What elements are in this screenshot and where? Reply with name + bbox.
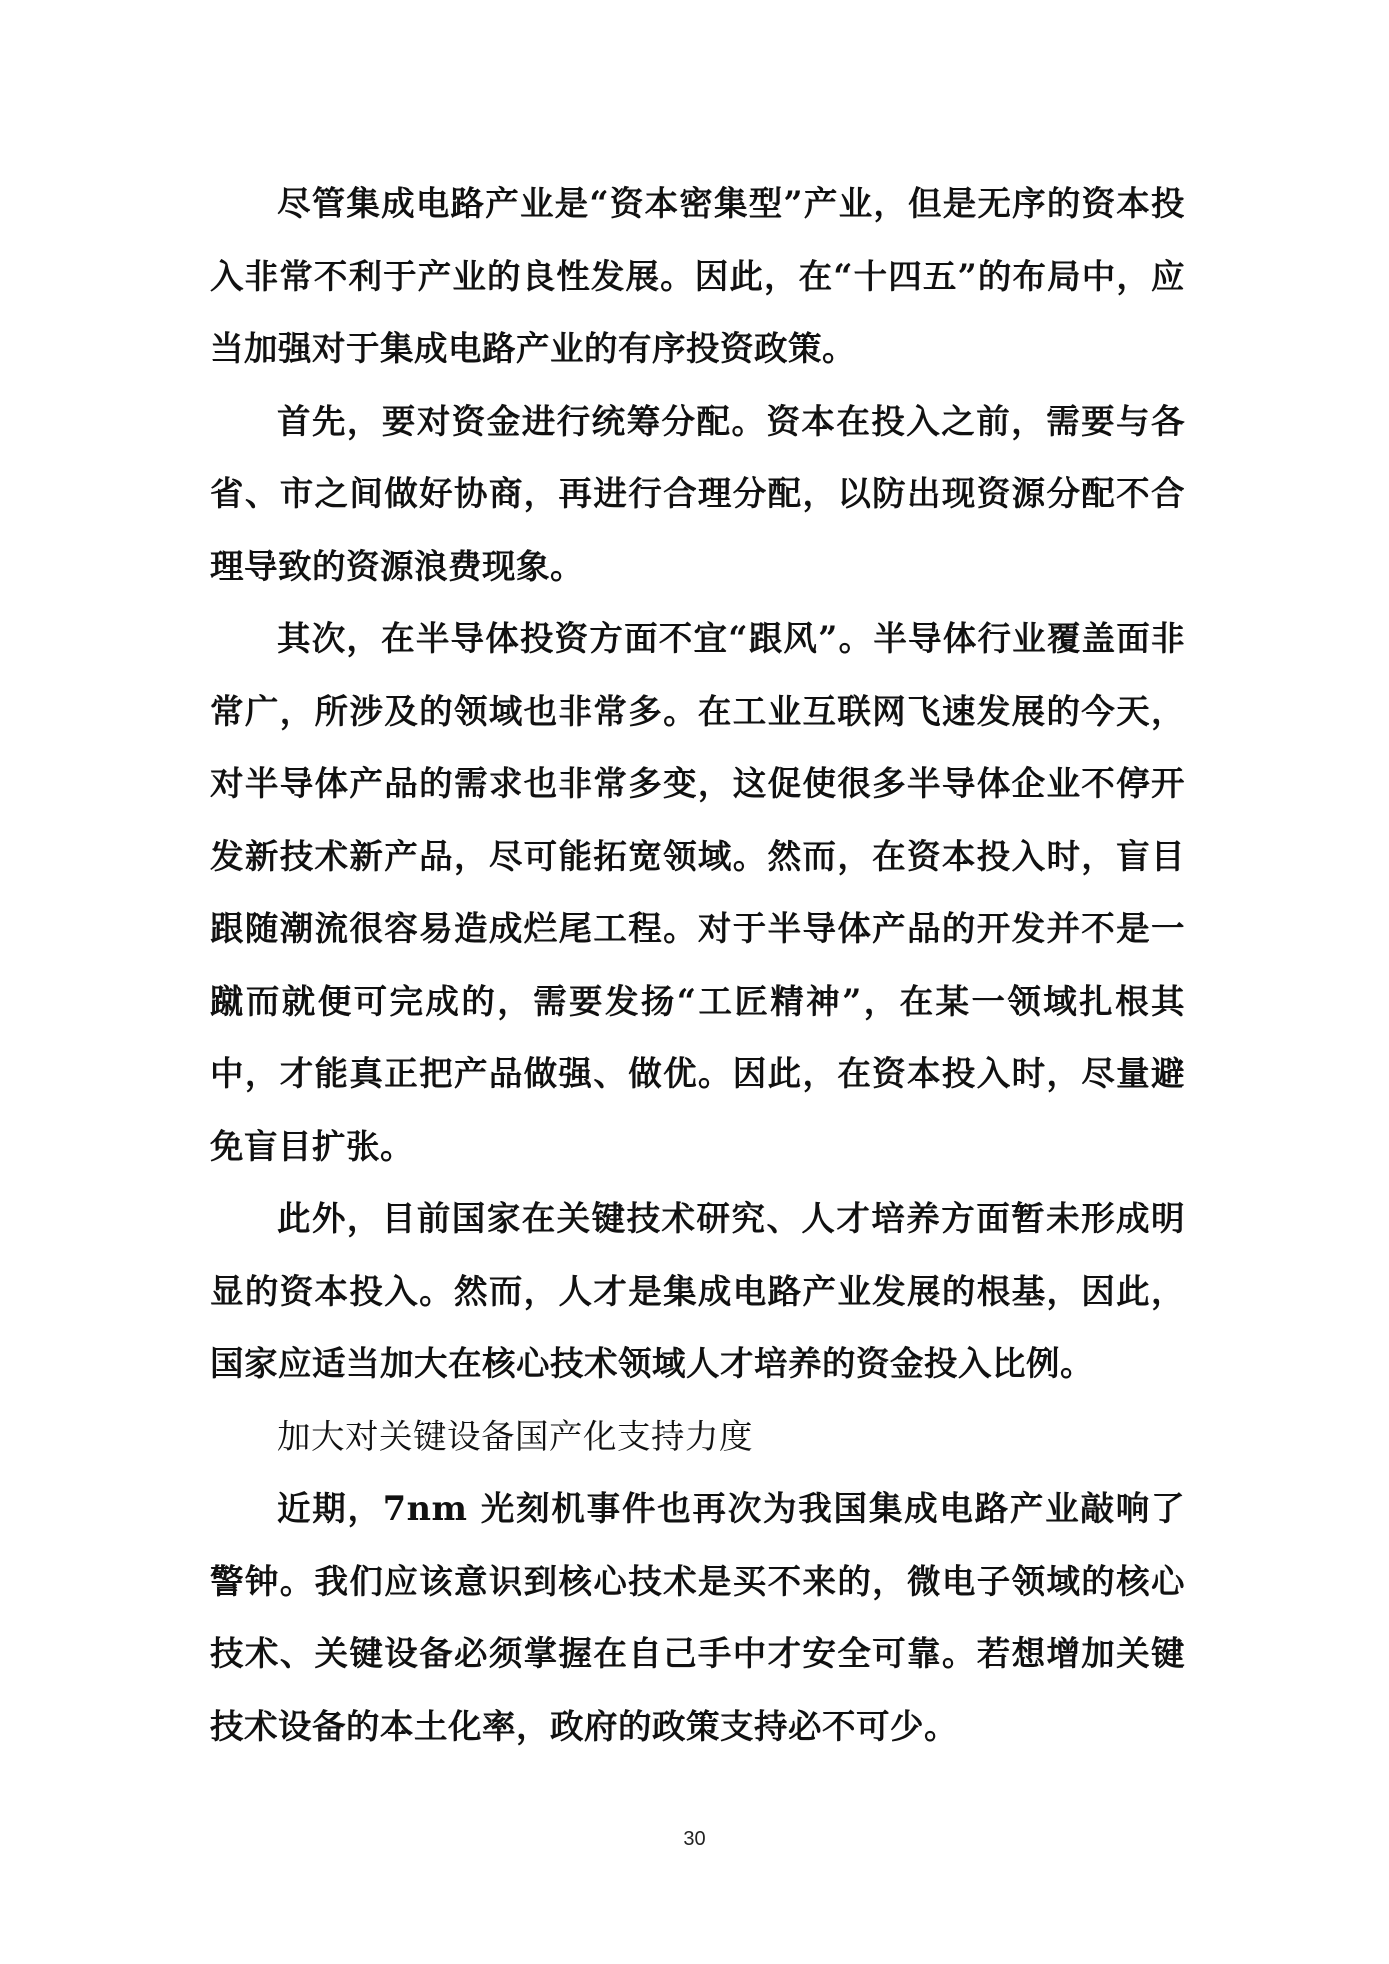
paragraph-fund-allocation: 首先，要对资金进行统筹分配。资本在投入之前，需要与各省、市之间做好协商，再进行合理分配，以防出现资源分配不合理导致的资源浪费现象。 xyxy=(210,401,1185,586)
section-heading: 加大对关键设备国产化支持力度 xyxy=(277,1416,753,1456)
paragraph-capital-investment: 尽管集成电路产业是“资本密集型”产业，但是无序的资本投入非常不利于产业的良性发展。因此，在“十四五”的布局中，应当加强对于集成电路产业的有序投资政策。 xyxy=(210,184,1185,368)
paragraph-talent-investment: 此外，目前国家在关键技术研究、人才培养方面暂未形成明显的资本投入。然而，人才是集成电路产业发展的根基，因此，国家应适当加大在核心技术领域人才培养的资金投入比例。 xyxy=(210,1199,1185,1383)
page-number: 30 xyxy=(683,1828,706,1850)
document-body xyxy=(210,168,1185,1763)
paragraph-lithography: 近期，7nm 光刻机事件也再次为我国集成电路产业敲响了警钟。我们应该意识到核心技术是买不来的，微电子领域的核心技术、关键设备必须掌握在自己手中才安全可靠。若想增加关键技术设备的本土化率，政府的政策支持必不可少。 xyxy=(210,1489,1185,1746)
paragraph-avoid-following-trend: 其次，在半导体投资方面不宜“跟风”。半导体行业覆盖面非常广，所涉及的领域也非常多。在工业互联网飞速发展的今天，对半导体产品的需求也非常多变，这促使很多半导体企业不停开发新技术新产品，尽可能拓宽领域。然而，在资本投入时，盲目跟随潮流很容易造成烂尾工程。对于半导体产品的开发并不是一蹴而就便可完成的，需要发扬“工匠精神”，在某一领域扎根其中，才能真正把产品做强、做优。因此，在资本投入时，尽量避免盲目扩张。 xyxy=(210,619,1185,1166)
